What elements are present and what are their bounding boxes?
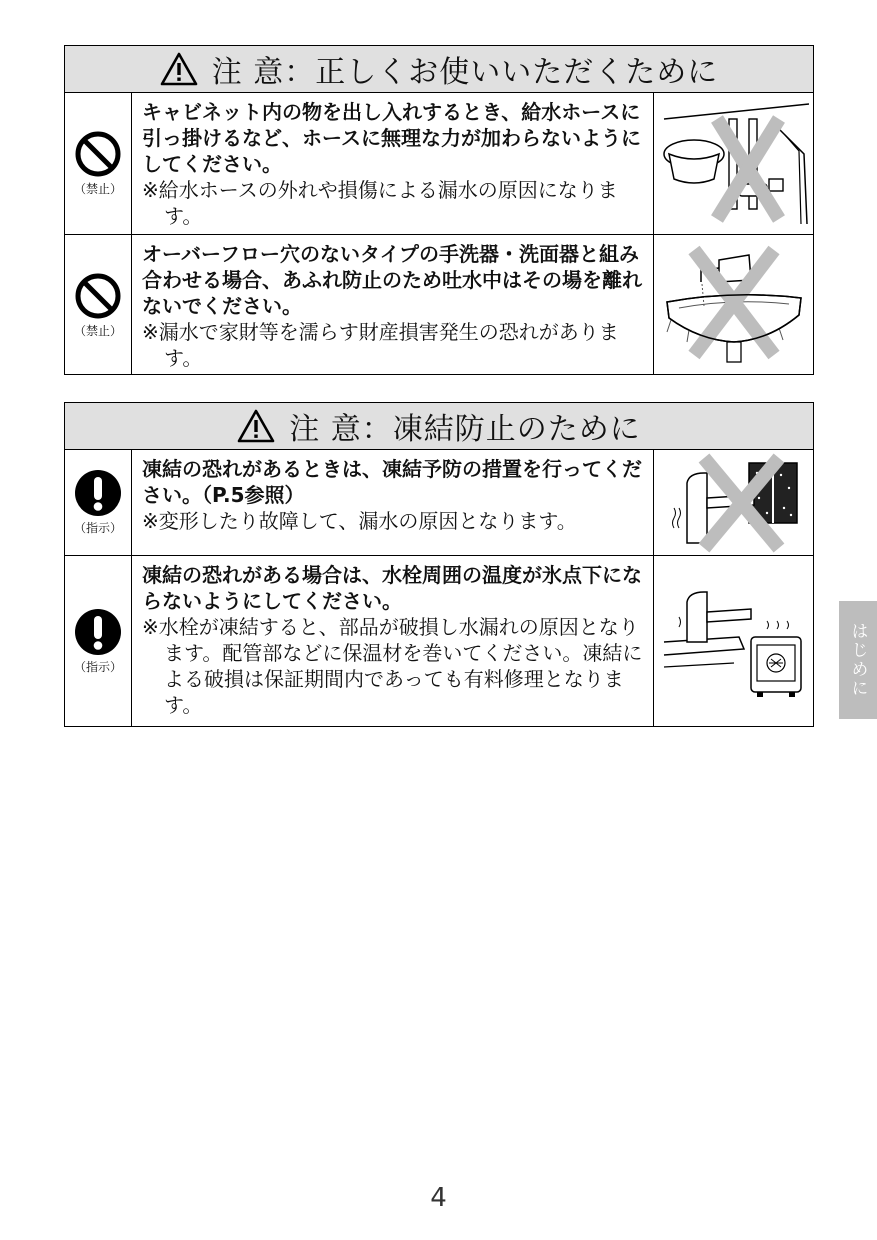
- prohibition-label: （禁止）: [73, 323, 122, 338]
- frozen-faucet-illustration: [654, 450, 813, 555]
- warning-triangle-icon: [237, 409, 275, 443]
- instruction-cell: [65, 556, 132, 727]
- caution-text: [132, 235, 654, 375]
- prohibition-cell: [65, 93, 132, 234]
- caution-note: ※水栓が凍結すると、部品が破損し水漏れの原因となります。配管部などに保温材を巻いてください。凍結による破損は保証期間内であっても有料修理となります。: [142, 615, 643, 717]
- instruction-cell: [65, 450, 132, 555]
- caution-header: [65, 46, 813, 93]
- caution-main-text: 凍結の恐れがある場合は、水栓周囲の温度が氷点下にならないようにしてください。: [142, 563, 642, 613]
- caution-header: [65, 403, 813, 450]
- caution-box-freeze: [64, 402, 814, 727]
- caution-note: ※漏水で家財等を濡らす財産損害発生の恐れがあります。: [142, 320, 619, 370]
- caution-main-text: オーバーフロー穴のないタイプの手洗器・洗面器と組み合わせる場合、あふれ防止のため吐水中はその場を離れないでください。: [142, 242, 642, 318]
- caution-row: [65, 450, 813, 555]
- page-number: 4: [430, 1183, 447, 1213]
- caution-note: ※変形したり故障して、漏水の原因となります。: [142, 509, 577, 533]
- section-tab[interactable]: はじめに: [839, 601, 877, 719]
- caution-text: [132, 93, 654, 234]
- caution-row: [65, 93, 813, 234]
- heater-faucet-illustration: [654, 556, 813, 727]
- caution-text: [132, 556, 654, 727]
- overflowing-basin-illustration: [654, 235, 813, 375]
- prohibition-label: （禁止）: [73, 182, 122, 196]
- warning-triangle-icon: [160, 52, 198, 86]
- exclamation-icon: [74, 608, 122, 656]
- caution-box-usage: [64, 45, 814, 375]
- caution-main-text: 凍結の恐れがあるときは、凍結予防の措置を行ってください。（P.5参照）: [142, 457, 642, 507]
- caution-title: 注 意：凍結防止のために: [289, 412, 641, 447]
- caution-main-text: キャビネット内の物を出し入れするとき、給水ホースに引っ掛けるなど、ホースに無理な力が加わらないようにしてください。: [142, 100, 641, 176]
- exclamation-icon: [74, 469, 122, 517]
- instruction-label: （指示）: [73, 660, 122, 674]
- instruction-label: （指示）: [73, 521, 122, 535]
- caution-row: [65, 234, 813, 375]
- prohibition-icon: [74, 130, 122, 178]
- caution-row: [65, 555, 813, 727]
- caution-note: ※給水ホースの外れや損傷による漏水の原因になります。: [142, 178, 618, 228]
- cabinet-hose-illustration: [654, 93, 813, 234]
- prohibition-cell: [65, 235, 132, 375]
- caution-title: 注 意：正しくお使いいただくために: [211, 55, 719, 90]
- prohibition-icon: [74, 272, 122, 320]
- caution-text: [132, 450, 654, 555]
